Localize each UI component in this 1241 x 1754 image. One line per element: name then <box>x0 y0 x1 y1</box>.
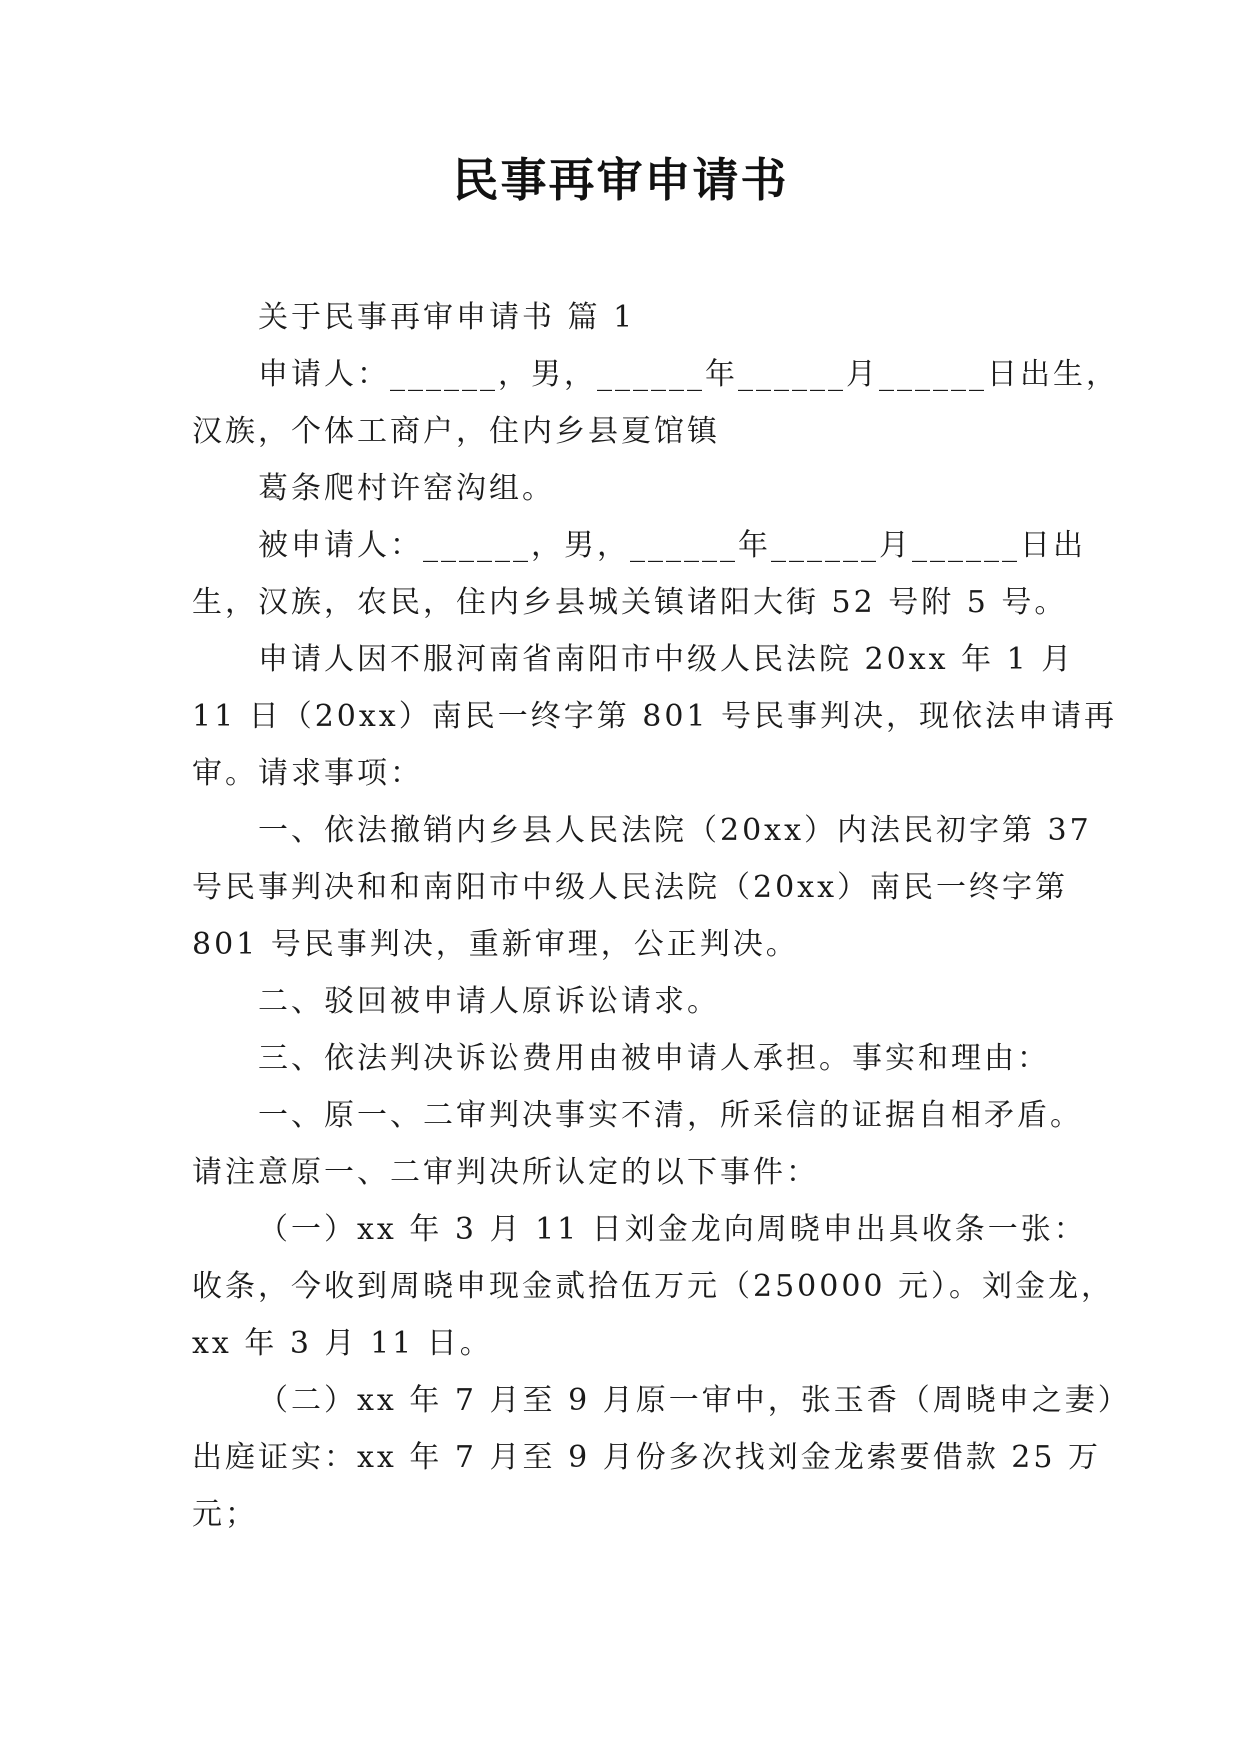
paragraph-line: 申请人：______，男，______年______月______日出生， <box>258 357 1119 392</box>
paragraph-line: （二）xx 年 7 月至 9 月原一审中，张玉香（周晓申之妻） <box>258 1383 1131 1418</box>
paragraph-line: 申请人因不服河南省南阳市中级人民法院 20xx 年 1 月 <box>258 642 1075 677</box>
paragraph-line: 801 号民事判决，重新审理，公正判决。 <box>192 927 799 962</box>
paragraph-line: 元； <box>192 1497 258 1532</box>
section-heading: 关于民事再审申请书 篇 1 <box>258 300 636 335</box>
paragraph-line: 号民事判决和和南阳市中级人民法院（20xx）南民一终字第 <box>192 870 1069 905</box>
paragraph-line: 请注意原一、二审判决所认定的以下事件： <box>192 1155 819 1190</box>
paragraph-line: （一）xx 年 3 月 11 日刘金龙向周晓申出具收条一张： <box>258 1212 1087 1247</box>
paragraph-line: 出庭证实：xx 年 7 月至 9 月份多次找刘金龙索要借款 25 万 <box>192 1440 1101 1475</box>
paragraph-line: 一、原一、二审判决事实不清，所采信的证据自相矛盾。 <box>258 1098 1083 1133</box>
paragraph-line: 二、驳回被申请人原诉讼请求。 <box>258 984 720 1019</box>
paragraph-line: 收条，今收到周晓申现金贰拾伍万元（250000 元）。刘金龙， <box>192 1269 1115 1304</box>
paragraph-line: xx 年 3 月 11 日。 <box>192 1326 493 1361</box>
paragraph-line: 审。请求事项： <box>192 756 423 791</box>
paragraph-line: 三、依法判决诉讼费用由被申请人承担。事实和理由： <box>258 1041 1050 1076</box>
paragraph-line: 生，汉族，农民，住内乡县城关镇诸阳大街 52 号附 5 号。 <box>192 585 1068 620</box>
paragraph-line: 汉族，个体工商户，住内乡县夏馆镇 <box>192 414 720 449</box>
paragraph-line: 被申请人：______，男，______年______月______日出 <box>258 528 1086 563</box>
paragraph-line: 一、依法撤销内乡县人民法院（20xx）内法民初字第 37 <box>258 813 1092 848</box>
document-title: 民事再审申请书 <box>452 153 789 207</box>
paragraph-line: 11 日（20xx）南民一终字第 801 号民事判决，现依法申请再 <box>192 699 1118 734</box>
paragraph-line: 葛条爬村许窑沟组。 <box>258 471 555 506</box>
